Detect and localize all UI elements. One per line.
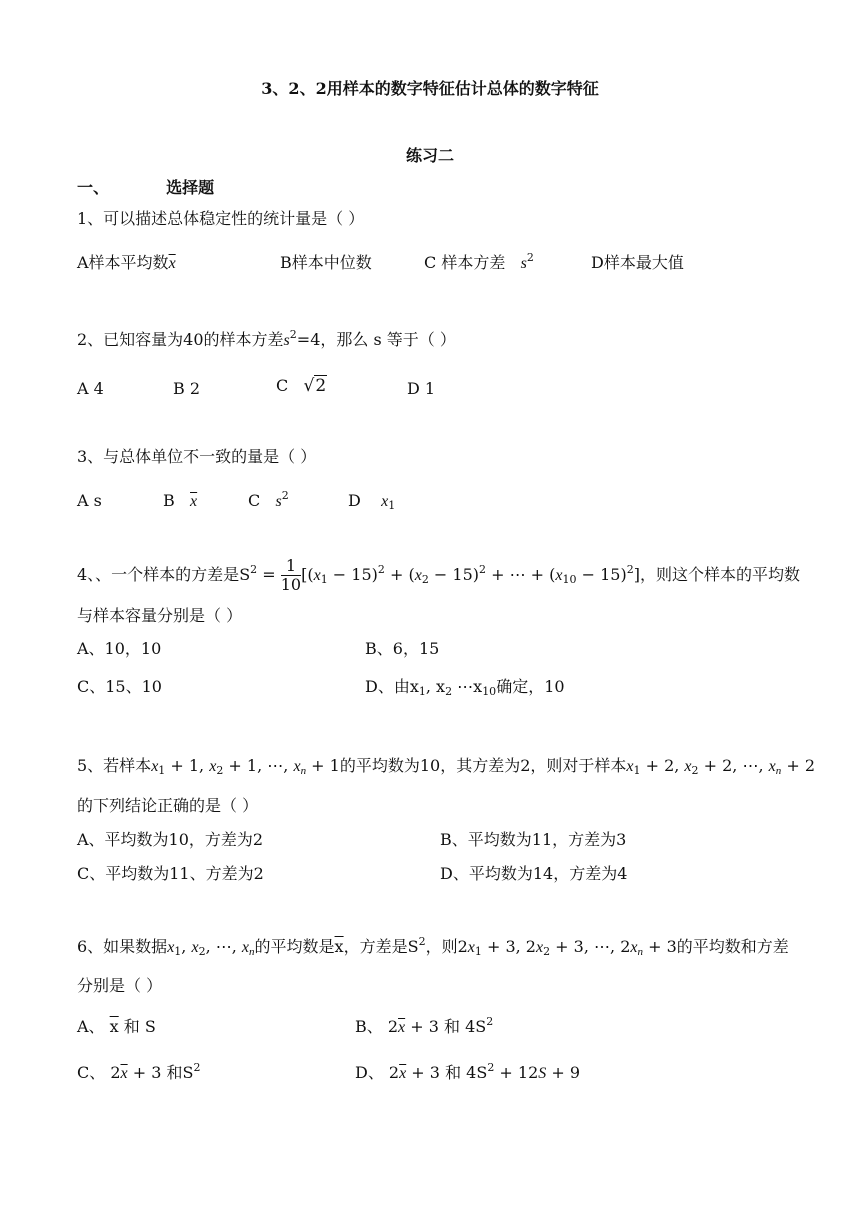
question-5-option-a: A、平均数为10，方差为2: [77, 830, 264, 849]
question-1-option-c: C 样本方差 $s^2$: [424, 251, 534, 272]
question-3-option-a: A s: [77, 491, 102, 510]
question-4-option-d: D、由$x_1$, $x_2$ $\cdots x_{10}$确定，10: [365, 677, 565, 698]
question-4-option-c: C、15、10: [77, 677, 162, 696]
question-5-option-c: C、平均数为11、方差为2: [77, 864, 264, 883]
question-3-option-c: C $s^2$: [248, 489, 289, 510]
question-3-option-d: D $x_1$: [348, 491, 396, 512]
question-3-option-b: B $\overline{x}$: [163, 491, 198, 510]
question-1-option-b: B样本中位数: [280, 253, 372, 272]
page-subtitle: 练习二: [405, 146, 454, 165]
section-heading: [77, 177, 214, 199]
question-6-option-d: D、 $2\overline{x} + 3$ 和 $4S^2 + 12S + 9$: [355, 1061, 581, 1082]
section-number: 一、: [77, 178, 110, 197]
question-4-stem-line2: 与样本容量分别是（ ）: [77, 606, 243, 625]
question-6-stem: 6、如果数据$x_1$, $x_2$, ⋯, $x_n$的平均数是$\overline{x}$，方差是$S^2$，则$2x_1 + 3$, $2x_2 + 3$, ⋯, $2x_n + 3$的平均数和方差: [77, 935, 789, 958]
question-5-stem-line2: 的下列结论正确的是（ ）: [77, 796, 259, 815]
question-1-option-a: A样本平均数$\overline{x}$: [77, 253, 176, 272]
question-1-option-d: D样本最大值: [591, 253, 684, 272]
question-5-stem: 5、若样本$x_1 + 1$, $x_2 + 1$, ⋯, $x_n + 1$的平均数为10，其方差为2，则对于样本$x_1 + 2$, $x_2 + 2$, ⋯, $x_n + 2$: [77, 756, 816, 777]
question-4-option-a: A、10，10: [77, 639, 162, 658]
question-2-option-c: C √2: [276, 376, 327, 396]
question-3-stem: 3、与总体单位不一致的量是（ ）: [77, 447, 317, 466]
question-4-option-b: B、6，15: [365, 639, 440, 658]
question-6-stem-line2: 分别是（ ）: [77, 976, 163, 995]
question-2-option-d: D 1: [407, 379, 436, 398]
question-2-option-b: B 2: [173, 379, 201, 398]
question-4-stem: 4、、一个样本的方差是$S^2$ = $\frac{1}{10}$ [$(x_1 - 15)^2 + (x_2 - 15)^2$ + ⋯ + $(x_{10} - 15)^2$]，则这个样本的平均数: [77, 556, 800, 594]
question-6-option-a: A、 $\overline{x}$ 和 S: [77, 1017, 156, 1036]
question-5-option-b: B、平均数为11，方差为3: [440, 830, 627, 849]
question-5-option-d: D、平均数为14，方差为4: [440, 864, 628, 883]
question-2-option-a: A 4: [77, 379, 104, 398]
question-6-option-c: C、 $2\overline{x} + 3$ 和$S^2$: [77, 1061, 201, 1082]
question-1-stem: 1、可以描述总体稳定性的统计量是（ ）: [77, 209, 365, 228]
page-title: 3、2、2用样本的数字特征估计总体的数字特征: [261, 79, 599, 98]
section-name: 选择题: [166, 178, 215, 197]
question-6-option-b: B、 $2\overline{x} + 3$ 和 $4S^2$: [355, 1015, 494, 1036]
question-2-stem: 2、已知容量为40的样本方差$s^2=4$，那么 s 等于（ ）: [77, 328, 456, 349]
